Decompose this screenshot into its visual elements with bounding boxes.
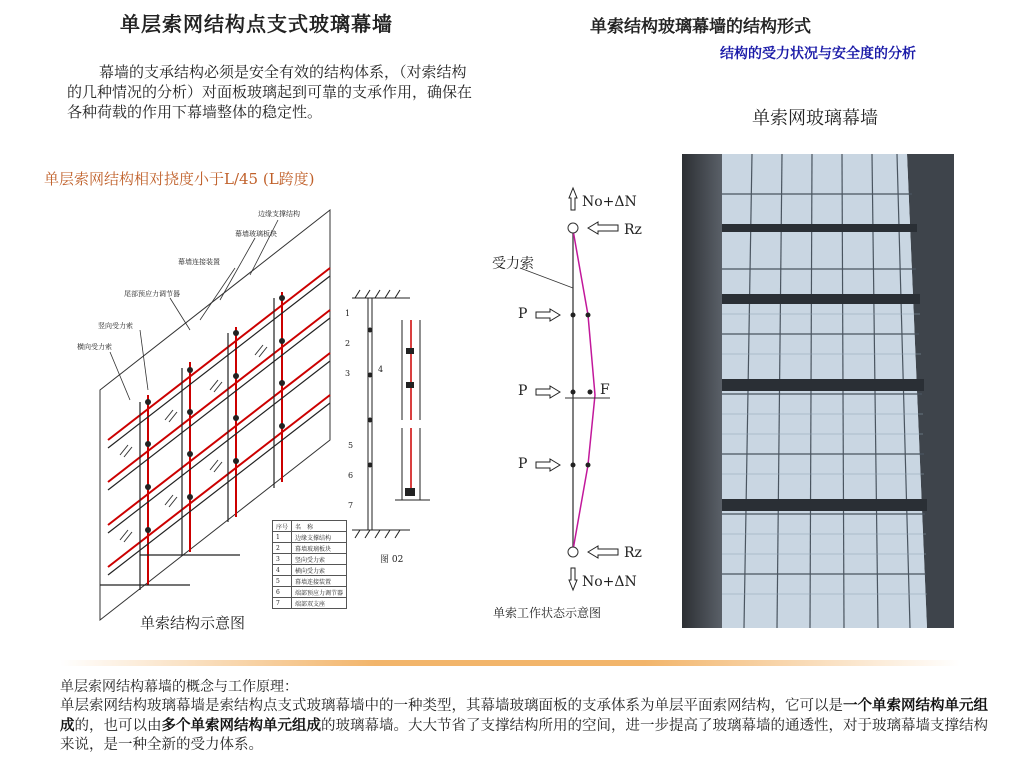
load-label-2: P (518, 383, 528, 399)
bottom-reaction-label: Rz (624, 545, 642, 561)
center-force-label: F (600, 382, 610, 398)
cable-force-diagram (470, 180, 670, 600)
glass-curtain-wall-photo (682, 154, 954, 628)
figure-label: 图 02 (380, 555, 404, 565)
bottom-force-label: No+ΔN (582, 574, 637, 590)
section-divider (60, 660, 960, 666)
label-edge-support: 边缘支撑结构 (258, 210, 300, 218)
callout-5: 5 (348, 441, 354, 450)
cable-diagram-caption: 单索工作状态示意图 (493, 606, 602, 620)
structure-caption: 单索结构示意图 (140, 614, 246, 632)
section-title: 单索结构玻璃幕墙的结构形式 (590, 17, 811, 37)
bold-phrase-single: 一个单索网结构单元组成 (60, 697, 988, 734)
cable-net-structure-diagram (0, 0, 480, 640)
page-title: 单层索网结构点支式玻璃幕墙 (120, 12, 393, 36)
deflected-cable (573, 230, 595, 550)
load-label-1: P (518, 306, 528, 322)
label-glass-panel: 幕墙玻璃板块 (235, 230, 277, 238)
photo-title: 单索网玻璃幕墙 (752, 108, 878, 129)
load-label-3: P (518, 456, 528, 472)
cable-label: 受力索 (492, 256, 534, 272)
label-connector: 幕墙连接装置 (178, 258, 220, 266)
body-paragraph: 单层索网结构玻璃幕墙是索结构点支式玻璃幕墙中的一种类型，其幕墙玻璃面板的支承体系为单层平面索网结构，它可以是一个单索网结构单元组成的，也可以由多个单索网结构单元组成的玻璃幕墙。大大节省了支撑结构所用的空间，进一步提高了玻璃幕墙的通透性，对于玻璃幕墙支撑结构来说，是一种全新的受力体系。 (60, 697, 988, 753)
label-vertical-cable: 竖向受力索 (98, 322, 133, 330)
intro-paragraph: 幕墙的支承结构必须是安全有效的结构体系，（对索结构的几种情况的分析）对面板玻璃起到可靠的支承作用，确保在各种荷载的作用下幕墙整体的稳定性。 (67, 63, 473, 121)
deflection-note: 单层索网结构相对挠度小于L/45 (L跨度) (44, 170, 315, 188)
callout-7: 7 (348, 501, 354, 510)
label-horizontal-cable: 横向受力索 (77, 343, 112, 351)
body-title: 单层索网结构幕墙的概念与工作原理： (60, 679, 298, 695)
callout-4: 4 (378, 365, 384, 374)
label-tension-adjuster: 尾部预应力调节器 (124, 290, 180, 298)
section-subtitle: 结构的受力状况与安全度的分析 (720, 46, 916, 62)
top-force-label: No+ΔN (582, 194, 637, 210)
top-reaction-label: Rz (624, 222, 642, 238)
legend-table: 序号 名 称 1 边缘支撑结构 2 幕墙玻璃板块 3 竖向受力索 4 横向受力索 5 幕墙连接装置 6 端部预应力调节器 7 端部双支座 (272, 520, 347, 609)
callout-3: 3 (345, 369, 351, 378)
horizontal-cable (108, 353, 330, 525)
bold-phrase-multiple: 多个单索网结构单元组成 (161, 717, 321, 734)
callout-6: 6 (348, 471, 354, 480)
horizontal-cable (108, 310, 330, 482)
callout-2: 2 (345, 339, 351, 348)
callout-1: 1 (345, 309, 351, 318)
